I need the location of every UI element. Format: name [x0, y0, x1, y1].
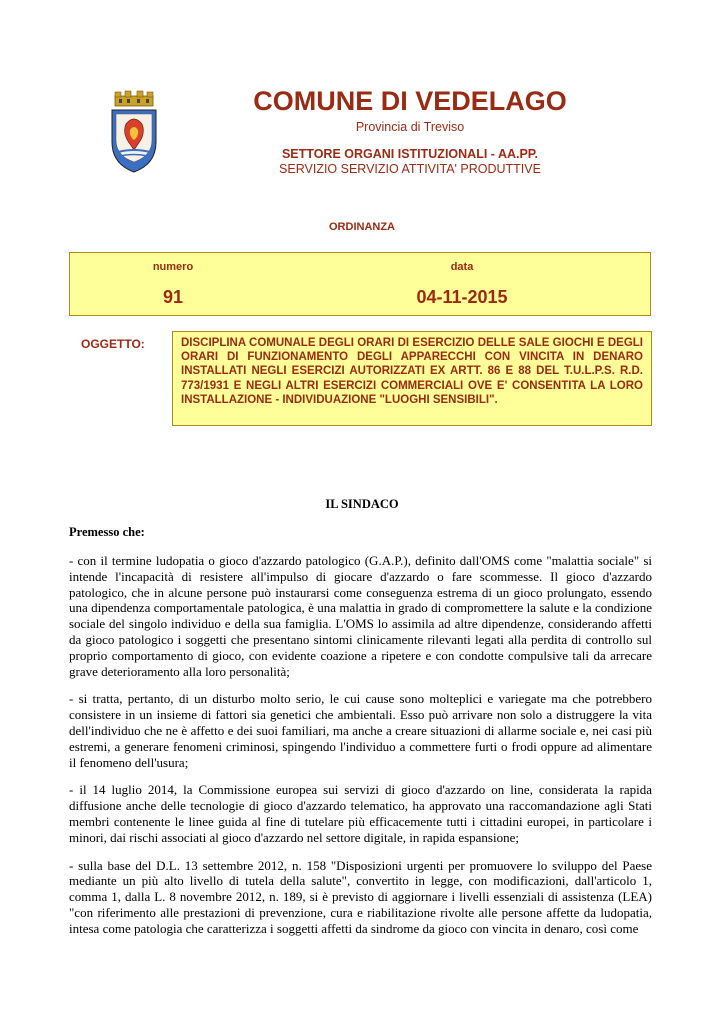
settore-label: SETTORE ORGANI ISTITUZIONALI - AA.PP.	[281, 147, 539, 161]
ordinanza-info-box	[69, 252, 651, 316]
document-body	[69, 553, 652, 949]
data-label: data	[450, 261, 474, 273]
body-paragraph: - con il termine ludopatia o gioco d'azzardo patologico (G.A.P.), definito dall'OMS come "malattia sociale" si intende l'incapacità di resistere all'impulso di giocare d'azzardo o fare scommesse. Il gioco d'azzardo patologico, che in alcune persone può instaurarsi come conseguenza estrema di un gioco prolungato, essendo una dipendenza comportamentale patologica, è una malattia in grado di compromettere la salute e la condizione sociale del singolo individuo e della sua famiglia. L'OMS lo assimila ad altre dipendenze, considerando affetti da gioco patologico i soggetti che presentano sintomi clinicamente rilevanti legati alla perdita di controllo sul proprio comportamento di gioco, con evidente coazione a ripetere e con condotte compulsive tali da arrecare grave deterioramento alla loro personalità;	[69, 553, 652, 679]
servizio-label: SERVIZIO SERVIZIO ATTIVITA' PRODUTTIVE	[279, 162, 541, 176]
oggetto-label: OGGETTO:	[81, 337, 145, 351]
municipal-crest-icon	[106, 90, 162, 176]
ordinanza-heading: ORDINANZA	[329, 221, 395, 233]
municipality-title: COMUNE DI VEDELAGO	[253, 86, 567, 116]
oggetto-text: DISCIPLINA COMUNALE DEGLI ORARI DI ESERCIZIO DELLE SALE GIOCHI E DEGLI ORARI DI FUNZIONAMENTO DEGLI APPARECCHI CON VINCITA IN DENARO INSTALLATI NEGLI ESERCIZI AUTORIZZATI EX ARTT. 86 E 88 DEL T.U.L.P.S. R.D. 773/1931 E NEGLI ALTRI ESERCIZI COMMERCIALI OVE E' CONSENTITA LA LORO INSTALLAZIONE - INDIVIDUAZIONE "LUOGHI SENSIBILI".	[181, 337, 643, 406]
province-label: Provincia di Treviso	[355, 120, 465, 134]
oggetto-box	[172, 331, 652, 426]
body-paragraph: - si tratta, pertanto, di un disturbo molto serio, le cui cause sono molteplici e variegate ma che potrebbero consistere in un insieme di fattori sia genetici che ambientali. Esso può arrivare non solo a distruggere la vita dell'individuo che ne è affetto e dei suoi familiari, ma anche a creare situazioni di allarme sociale e, nei casi più estremi, a generare fenomeni criminosi, spingendo l'individuo a commettere furti o frodi oppure ad alimentare il fenomeno dell'usura;	[69, 691, 652, 770]
data-value: 04-11-2015	[416, 287, 508, 307]
body-paragraph: - il 14 luglio 2014, la Commissione europea sui servizi di gioco d'azzardo on line, considerata la rapida diffusione anche delle tecnologie di gioco d'azzardo telematico, ha approvato una raccomandazione agli Stati membri contenente le linee guida al fine di tutelare più efficacemente tutti i cittadini europei, in particolare i minori, dai rischi associati al gioco d'azzardo nel settore digitale, in rapida espansione;	[69, 782, 652, 845]
sindaco-heading: IL SINDACO	[325, 497, 399, 511]
numero-label: numero	[152, 261, 194, 273]
premesso-heading: Premesso che:	[69, 525, 145, 539]
body-paragraph: - sulla base del D.L. 13 settembre 2012, n. 158 "Disposizioni urgenti per promuovere lo sviluppo del Paese mediante un più alto livello di tutela della salute", convertito in legge, con modificazioni, dall'articolo 1, comma 1, dalla L. 8 novembre 2012, n. 189, si è previsto di aggiornare i livelli essenziali di assistenza (LEA) "con riferimento alle prestazioni di prevenzione, cura e riabilitazione rivolte alle persone affette da ludopatia, intesa come patologia che caratterizza i soggetti affetti da sindrome da gioco con vincita in denaro, così come	[69, 857, 652, 936]
numero-value: 91	[162, 287, 184, 307]
letterhead	[240, 84, 580, 177]
